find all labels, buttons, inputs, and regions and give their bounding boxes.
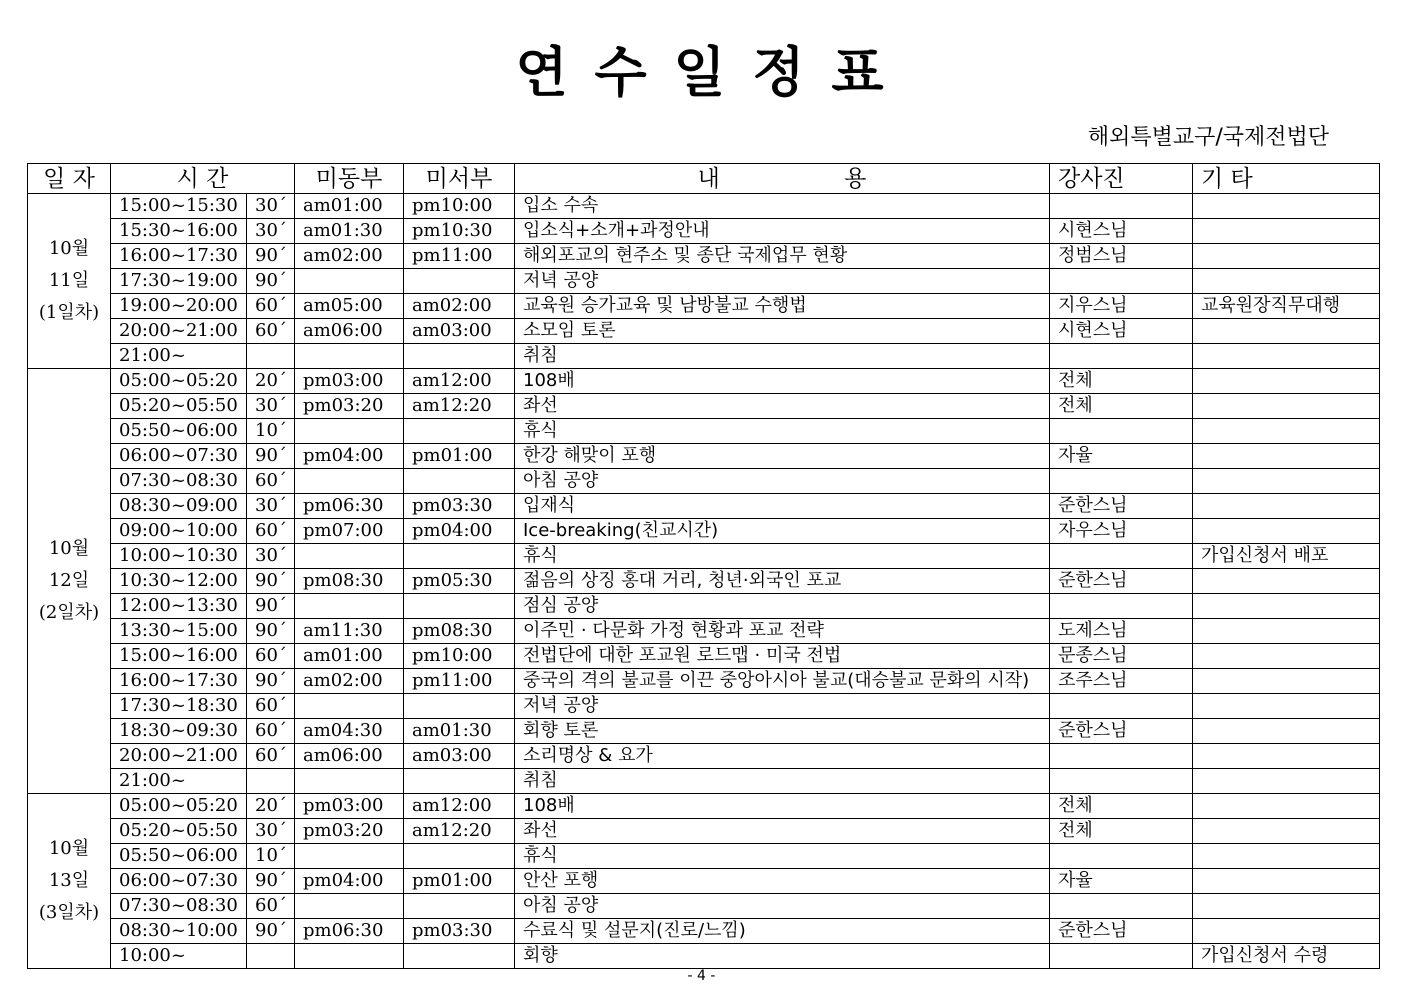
lecturer-cell	[1050, 769, 1193, 794]
duration-cell: 90´	[247, 669, 295, 694]
note-cell	[1193, 644, 1380, 669]
lecturer-cell: 자우스님	[1050, 519, 1193, 544]
time-cell: 20:00~21:00	[111, 744, 247, 769]
time-cell: 05:50~06:00	[111, 844, 247, 869]
content-cell: 입소식+소개+과정안내	[515, 219, 1050, 244]
content-cell: 휴식	[515, 419, 1050, 444]
table-row	[28, 869, 1380, 894]
lecturer-cell: 정범스님	[1050, 244, 1193, 269]
time-cell: 15:00~15:30	[111, 194, 247, 219]
content-cell: 중국의 격의 불교를 이끈 중앙아시아 불교(대승불교 문화의 시작)	[515, 669, 1050, 694]
us-east-time-cell: am06:00	[295, 744, 404, 769]
date-line: 10월	[48, 538, 90, 559]
time-cell: 07:30~08:30	[111, 894, 247, 919]
us-west-time-cell: am12:20	[404, 394, 515, 419]
content-cell: 아침 공양	[515, 894, 1050, 919]
schedule-table	[27, 163, 1380, 969]
us-west-time-cell	[404, 844, 515, 869]
lecturer-cell	[1050, 194, 1193, 219]
duration-cell	[247, 944, 295, 969]
header-note: 기 타	[1193, 164, 1380, 194]
us-east-time-cell	[295, 894, 404, 919]
us-east-time-cell	[295, 944, 404, 969]
content-cell: 한강 해맞이 포행	[515, 444, 1050, 469]
lecturer-cell: 시현스님	[1050, 219, 1193, 244]
table-row	[28, 594, 1380, 619]
lecturer-cell: 자율	[1050, 444, 1193, 469]
lecturer-cell: 전체	[1050, 794, 1193, 819]
table-row	[28, 694, 1380, 719]
schedule-body	[28, 194, 1380, 969]
time-cell: 21:00~	[111, 344, 247, 369]
content-cell: 안산 포행	[515, 869, 1050, 894]
time-cell: 20:00~21:00	[111, 319, 247, 344]
us-west-time-cell: pm03:30	[404, 919, 515, 944]
content-cell: 좌선	[515, 394, 1050, 419]
duration-cell	[247, 769, 295, 794]
note-cell	[1193, 769, 1380, 794]
time-cell: 06:00~07:30	[111, 444, 247, 469]
duration-cell: 90´	[247, 594, 295, 619]
content-cell: Ice-breaking(친교시간)	[515, 519, 1050, 544]
duration-cell: 60´	[247, 719, 295, 744]
us-east-time-cell: am06:00	[295, 319, 404, 344]
us-west-time-cell: pm08:30	[404, 619, 515, 644]
us-east-time-cell	[295, 844, 404, 869]
time-cell: 05:20~05:50	[111, 394, 247, 419]
duration-cell: 20´	[247, 369, 295, 394]
lecturer-cell: 준한스님	[1050, 494, 1193, 519]
us-east-time-cell: pm03:20	[295, 819, 404, 844]
us-west-time-cell: pm01:00	[404, 444, 515, 469]
us-east-time-cell: am11:30	[295, 619, 404, 644]
content-cell: 108배	[515, 369, 1050, 394]
us-west-time-cell	[404, 894, 515, 919]
content-cell: 입재식	[515, 494, 1050, 519]
note-cell	[1193, 719, 1380, 744]
us-west-time-cell	[404, 594, 515, 619]
us-west-time-cell	[404, 419, 515, 444]
time-cell: 18:30~09:30	[111, 719, 247, 744]
time-cell: 10:00~10:30	[111, 544, 247, 569]
duration-cell: 90´	[247, 869, 295, 894]
note-cell	[1193, 344, 1380, 369]
lecturer-cell	[1050, 844, 1193, 869]
note-cell	[1193, 194, 1380, 219]
time-cell: 05:00~05:20	[111, 369, 247, 394]
content-cell: 점심 공양	[515, 594, 1050, 619]
lecturer-cell	[1050, 544, 1193, 569]
lecturer-cell: 도제스님	[1050, 619, 1193, 644]
content-cell: 좌선	[515, 819, 1050, 844]
time-cell: 21:00~	[111, 769, 247, 794]
duration-cell: 90´	[247, 444, 295, 469]
day-date-cell	[28, 794, 111, 969]
lecturer-cell: 문종스님	[1050, 644, 1193, 669]
time-cell: 17:30~19:00	[111, 269, 247, 294]
duration-cell: 60´	[247, 519, 295, 544]
time-cell: 08:30~09:00	[111, 494, 247, 519]
note-cell	[1193, 419, 1380, 444]
table-row	[28, 494, 1380, 519]
table-row	[28, 744, 1380, 769]
us-west-time-cell: pm05:30	[404, 569, 515, 594]
us-west-time-cell: pm01:00	[404, 869, 515, 894]
note-cell	[1193, 269, 1380, 294]
us-west-time-cell: am01:30	[404, 719, 515, 744]
content-cell: 저녁 공양	[515, 269, 1050, 294]
content-cell: 젊음의 상징 홍대 거리, 청년·외국인 포교	[515, 569, 1050, 594]
us-west-time-cell: am12:00	[404, 794, 515, 819]
us-west-time-cell: pm11:00	[404, 669, 515, 694]
date-line: 12일	[48, 570, 90, 591]
duration-cell	[247, 344, 295, 369]
us-east-time-cell: pm04:00	[295, 444, 404, 469]
content-cell: 취침	[515, 769, 1050, 794]
lecturer-cell: 준한스님	[1050, 569, 1193, 594]
us-east-time-cell: pm06:30	[295, 919, 404, 944]
lecturer-cell: 시현스님	[1050, 319, 1193, 344]
note-cell: 가입신청서 수령	[1193, 944, 1380, 969]
header-us-west: 미서부	[404, 164, 515, 194]
note-cell	[1193, 869, 1380, 894]
lecturer-cell	[1050, 344, 1193, 369]
lecturer-cell	[1050, 694, 1193, 719]
table-row	[28, 644, 1380, 669]
us-east-time-cell: am01:30	[295, 219, 404, 244]
us-east-time-cell: pm06:30	[295, 494, 404, 519]
us-west-time-cell: pm10:00	[404, 644, 515, 669]
note-cell: 교육원장직무대행	[1193, 294, 1380, 319]
time-cell: 09:00~10:00	[111, 519, 247, 544]
table-row	[28, 319, 1380, 344]
lecturer-cell	[1050, 944, 1193, 969]
us-east-time-cell: pm04:00	[295, 869, 404, 894]
content-cell: 소모임 토론	[515, 319, 1050, 344]
table-row	[28, 844, 1380, 869]
duration-cell: 90´	[247, 269, 295, 294]
us-west-time-cell: am03:00	[404, 319, 515, 344]
note-cell	[1193, 394, 1380, 419]
note-cell	[1193, 919, 1380, 944]
time-cell: 13:30~15:00	[111, 619, 247, 644]
time-cell: 17:30~18:30	[111, 694, 247, 719]
duration-cell: 60´	[247, 744, 295, 769]
table-row	[28, 219, 1380, 244]
duration-cell: 30´	[247, 219, 295, 244]
duration-cell: 60´	[247, 319, 295, 344]
header-time: 시 간	[111, 164, 295, 194]
date-line: 11일	[48, 270, 90, 291]
content-cell: 입소 수속	[515, 194, 1050, 219]
us-west-time-cell: am02:00	[404, 294, 515, 319]
note-cell	[1193, 219, 1380, 244]
lecturer-cell: 전체	[1050, 369, 1193, 394]
header-us-east: 미동부	[295, 164, 404, 194]
lecturer-cell	[1050, 744, 1193, 769]
organization-label: 해외특별교구/국제전법단	[1087, 125, 1329, 150]
duration-cell: 60´	[247, 694, 295, 719]
page-number: - 4 -	[687, 968, 716, 984]
content-cell: 휴식	[515, 844, 1050, 869]
time-cell: 16:00~17:30	[111, 669, 247, 694]
table-row	[28, 344, 1380, 369]
note-cell	[1193, 244, 1380, 269]
day-date-cell	[28, 369, 111, 794]
table-row	[28, 769, 1380, 794]
header-row	[28, 164, 1380, 194]
us-east-time-cell: am02:00	[295, 669, 404, 694]
duration-cell: 30´	[247, 819, 295, 844]
content-cell: 교육원 승가교육 및 남방불교 수행법	[515, 294, 1050, 319]
content-cell: 이주민 · 다문화 가정 현황과 포교 전략	[515, 619, 1050, 644]
us-west-time-cell	[404, 269, 515, 294]
note-cell	[1193, 494, 1380, 519]
us-east-time-cell	[295, 594, 404, 619]
duration-cell: 10´	[247, 844, 295, 869]
table-row	[28, 544, 1380, 569]
table-row	[28, 294, 1380, 319]
note-cell	[1193, 569, 1380, 594]
us-east-time-cell	[295, 769, 404, 794]
duration-cell: 90´	[247, 919, 295, 944]
date-line: 10월	[48, 238, 90, 259]
us-east-time-cell: am05:00	[295, 294, 404, 319]
note-cell	[1193, 694, 1380, 719]
note-cell	[1193, 319, 1380, 344]
us-east-time-cell	[295, 269, 404, 294]
lecturer-cell	[1050, 469, 1193, 494]
table-row	[28, 469, 1380, 494]
day-date-cell	[28, 194, 111, 369]
lecturer-cell: 준한스님	[1050, 719, 1193, 744]
date-line: 13일	[48, 870, 90, 891]
content-cell: 소리명상 & 요가	[515, 744, 1050, 769]
us-west-time-cell	[404, 944, 515, 969]
date-line: 10월	[48, 838, 90, 859]
us-east-time-cell	[295, 469, 404, 494]
lecturer-cell: 전체	[1050, 394, 1193, 419]
duration-cell: 30´	[247, 544, 295, 569]
time-cell: 10:30~12:00	[111, 569, 247, 594]
date-line: (3일차)	[38, 902, 100, 923]
duration-cell: 90´	[247, 244, 295, 269]
duration-cell: 60´	[247, 469, 295, 494]
table-row	[28, 819, 1380, 844]
lecturer-cell	[1050, 594, 1193, 619]
duration-cell: 60´	[247, 644, 295, 669]
us-east-time-cell	[295, 544, 404, 569]
table-row	[28, 444, 1380, 469]
us-east-time-cell: am01:00	[295, 644, 404, 669]
lecturer-cell: 조주스님	[1050, 669, 1193, 694]
table-row	[28, 894, 1380, 919]
table-row	[28, 394, 1380, 419]
duration-cell: 60´	[247, 294, 295, 319]
duration-cell: 30´	[247, 194, 295, 219]
us-west-time-cell: am03:00	[404, 744, 515, 769]
content-cell: 전법단에 대한 포교원 로드맵 · 미국 전법	[515, 644, 1050, 669]
time-cell: 16:00~17:30	[111, 244, 247, 269]
header-lecturer: 강사진	[1050, 164, 1193, 194]
date-line: (2일차)	[38, 602, 100, 623]
content-cell: 아침 공양	[515, 469, 1050, 494]
table-row	[28, 194, 1380, 219]
time-cell: 15:00~16:00	[111, 644, 247, 669]
us-east-time-cell: pm08:30	[295, 569, 404, 594]
content-cell: 회향 토론	[515, 719, 1050, 744]
time-cell: 08:30~10:00	[111, 919, 247, 944]
table-row	[28, 519, 1380, 544]
lecturer-cell: 준한스님	[1050, 919, 1193, 944]
lecturer-cell	[1050, 419, 1193, 444]
duration-cell: 30´	[247, 394, 295, 419]
duration-cell: 30´	[247, 494, 295, 519]
note-cell	[1193, 594, 1380, 619]
table-row	[28, 669, 1380, 694]
time-cell: 10:00~	[111, 944, 247, 969]
lecturer-cell	[1050, 894, 1193, 919]
table-row	[28, 419, 1380, 444]
duration-cell: 20´	[247, 794, 295, 819]
lecturer-cell: 자율	[1050, 869, 1193, 894]
time-cell: 06:00~07:30	[111, 869, 247, 894]
us-east-time-cell: pm03:20	[295, 394, 404, 419]
table-row	[28, 619, 1380, 644]
time-cell: 05:20~05:50	[111, 819, 247, 844]
note-cell	[1193, 369, 1380, 394]
us-west-time-cell: am12:00	[404, 369, 515, 394]
us-west-time-cell	[404, 694, 515, 719]
date-line: (1일차)	[38, 302, 100, 323]
header-content: 내 용	[515, 164, 1050, 194]
us-west-time-cell: pm03:30	[404, 494, 515, 519]
header-date: 일 자	[28, 164, 111, 194]
table-row	[28, 569, 1380, 594]
table-row	[28, 269, 1380, 294]
lecturer-cell	[1050, 269, 1193, 294]
us-east-time-cell	[295, 344, 404, 369]
us-west-time-cell: pm10:00	[404, 194, 515, 219]
us-east-time-cell: pm03:00	[295, 369, 404, 394]
duration-cell: 90´	[247, 619, 295, 644]
time-cell: 19:00~20:00	[111, 294, 247, 319]
lecturer-cell: 지우스님	[1050, 294, 1193, 319]
note-cell	[1193, 819, 1380, 844]
us-west-time-cell: pm10:30	[404, 219, 515, 244]
table-row	[28, 719, 1380, 744]
us-west-time-cell	[404, 769, 515, 794]
us-west-time-cell	[404, 544, 515, 569]
content-cell: 수료식 및 설문지(진로/느낌)	[515, 919, 1050, 944]
duration-cell: 60´	[247, 894, 295, 919]
us-east-time-cell: pm07:00	[295, 519, 404, 544]
table-row	[28, 794, 1380, 819]
note-cell	[1193, 894, 1380, 919]
note-cell	[1193, 844, 1380, 869]
content-cell: 취침	[515, 344, 1050, 369]
duration-cell: 10´	[247, 419, 295, 444]
us-east-time-cell: am04:30	[295, 719, 404, 744]
content-cell: 해외포교의 현주소 및 종단 국제업무 현황	[515, 244, 1050, 269]
note-cell	[1193, 744, 1380, 769]
table-row	[28, 944, 1380, 969]
time-cell: 12:00~13:30	[111, 594, 247, 619]
note-cell	[1193, 794, 1380, 819]
us-west-time-cell: pm11:00	[404, 244, 515, 269]
note-cell	[1193, 469, 1380, 494]
time-cell: 05:50~06:00	[111, 419, 247, 444]
content-cell: 저녁 공양	[515, 694, 1050, 719]
table-row	[28, 369, 1380, 394]
time-cell: 05:00~05:20	[111, 794, 247, 819]
time-cell: 07:30~08:30	[111, 469, 247, 494]
note-cell	[1193, 619, 1380, 644]
us-east-time-cell: am01:00	[295, 194, 404, 219]
us-west-time-cell: am12:20	[404, 819, 515, 844]
note-cell: 가입신청서 배포	[1193, 544, 1380, 569]
us-west-time-cell	[404, 344, 515, 369]
table-row	[28, 919, 1380, 944]
us-east-time-cell	[295, 419, 404, 444]
us-west-time-cell	[404, 469, 515, 494]
note-cell	[1193, 519, 1380, 544]
table-row	[28, 244, 1380, 269]
lecturer-cell: 전체	[1050, 819, 1193, 844]
us-west-time-cell: pm04:00	[404, 519, 515, 544]
note-cell	[1193, 669, 1380, 694]
content-cell: 휴식	[515, 544, 1050, 569]
content-cell: 회향	[515, 944, 1050, 969]
us-east-time-cell	[295, 694, 404, 719]
us-east-time-cell: am02:00	[295, 244, 404, 269]
content-cell: 108배	[515, 794, 1050, 819]
note-cell	[1193, 444, 1380, 469]
us-east-time-cell: pm03:00	[295, 794, 404, 819]
time-cell: 15:30~16:00	[111, 219, 247, 244]
duration-cell: 90´	[247, 569, 295, 594]
page-title: 연 수 일 정 표	[515, 41, 888, 104]
